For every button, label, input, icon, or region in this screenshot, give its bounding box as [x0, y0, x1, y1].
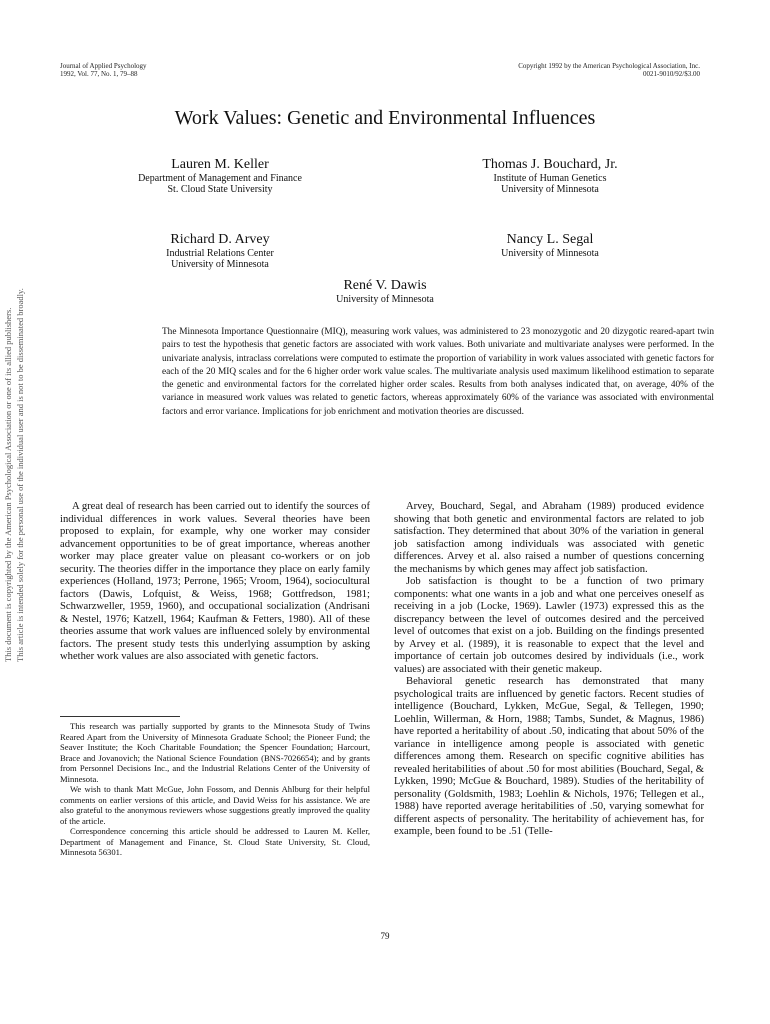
author-affiliation: St. Cloud State University	[167, 184, 273, 195]
author-name: Thomas J. Bouchard, Jr.	[482, 157, 618, 172]
author-block	[100, 156, 340, 195]
author-affiliation: University of Minnesota	[501, 184, 599, 195]
author-name: Richard D. Arvey	[170, 232, 270, 247]
author-name: Nancy L. Segal	[506, 232, 594, 247]
body-paragraph: Job satisfaction is thought to be a function of two primary components: what one wants in a job and what one perceives oneself as receiving in a job (Locke, 1969). Lawler (1973) expressed this as the discrepancy between the level of outcomes desired and the perceived level of outcomes that exist on a job. Building on the findings presented by Arvey et al. (1989), it is reasonable to expect that the level and importance of certain job outcomes desired by individuals (i.e., work values) are associated with their genetic makeup.	[394, 576, 704, 675]
journal-name: Journal of Applied Psychology	[60, 62, 147, 70]
right-column	[394, 501, 704, 839]
author-affiliation: Department of Management and Finance	[138, 173, 302, 184]
left-column	[60, 501, 370, 664]
author-affiliation: University of Minnesota	[171, 259, 269, 270]
copyright-notice-side: This document is copyrighted by the American Psychological Association or one of its allied publishers.	[3, 307, 13, 662]
usage-notice-side: This article is intended solely for the personal use of the individual user and is not to be disseminated broadly.	[15, 288, 25, 662]
author-block	[430, 156, 670, 195]
body-paragraph: Behavioral genetic research has demonstrated that many psychological traits are influenced by genetic factors. Recent studies of intelligence (Bouchard, Lykken, McGue, Segal, & Tellegen, 1990; Loehlin, Willerman, & Horn, 1988; Tambs, Sundet, & Magnus, 1986) have reported a heritability of about .50, indicating that about 50% of the variance in intelligence among people is associated with genetic differences among them. Research on specific cognitive abilities has revealed heritabilities of about .50 for most abilities (Bouchard, Segal, & Lykken, 1990; McGue & Bouchard, 1989). Studies of the heritability of personality (Goldsmith, 1983; Loehlin & Nichols, 1976; Tellegen et al., 1988) have reported average heritabilities of .50, varying somewhat for different aspects of personality. The heritability of achievement has, for example, been found to be .51 (Telle-	[394, 676, 704, 837]
footnote: This research was partially supported by grants to the Minnesota Study of Twins Reared Apart from the University of Minnesota Graduate School; the Pioneer Fund; the Seaver Institute; the Koch Charitable Foundation; the Spencer Foundation; Harcourt, Brace and Jovanovich; the National Science Foundation (BNS-7026654); and by grants from Personnel Decisions Inc., and the Industrial Relations Center of the University of Minnesota.	[60, 721, 370, 784]
author-affiliation: Industrial Relations Center	[166, 248, 274, 259]
journal-header	[60, 62, 147, 78]
copyright-line: Copyright 1992 by the American Psychological Association, Inc.	[518, 62, 700, 70]
abstract: The Minnesota Importance Questionnaire (MIQ), measuring work values, was administered to 23 monozygotic and 20 dizygotic reared-apart twin pairs to test the hypothesis that genetic factors are associated with work values. Both univariate and multivariate analyses were performed. In the univariate analysis, intraclass correlations were computed to estimate the proportion of variability in work values associated with genetic factors for each of the 20 MIQ scales and for the 6 higher order work value scales. The multivariate analysis used maximum likelihood estimation to separate the genetic and environmental factors for the correlated higher order scales. Results from both analyses indicated that, on average, 40% of the variance in measured work values was related to genetic factors, whereas approximately 60% of the variance was associated with environmental factors and error variance. Implications for job enrichment and motivation theories are discussed.	[162, 327, 714, 417]
journal-volume: 1992, Vol. 77, No. 1, 79–88	[60, 70, 138, 78]
author-block	[265, 277, 505, 305]
footnotes	[60, 721, 370, 858]
footnote: Correspondence concerning this article should be addressed to Lauren M. Keller, Department of Management and Finance, St. Cloud State University, St. Cloud, Minnesota 56301.	[60, 826, 370, 857]
footnote-rule	[60, 716, 180, 717]
article-title: Work Values: Genetic and Environmental Influences	[174, 107, 596, 129]
body-paragraph: Arvey, Bouchard, Segal, and Abraham (1989) produced evidence showing that both genetic and environmental factors are related to job satisfaction. They determined that about 30% of the variation in general job satisfaction among individuals was associated with genetic differences. Arvey et al. also raised a number of questions concerning the mechanisms by which genes may affect job satisfaction.	[394, 501, 704, 575]
author-name: Lauren M. Keller	[171, 157, 269, 172]
author-name: René V. Dawis	[343, 278, 427, 293]
author-affiliation: Institute of Human Genetics	[493, 173, 607, 184]
doi-line: 0021-9010/92/$3.00	[643, 70, 700, 78]
copyright-header	[518, 62, 700, 78]
footnote: We wish to thank Matt McGue, John Fossom, and Dennis Ahlburg for their helpful comments on earlier versions of this article, and David Weiss for his assistance. We are also grateful to the anonymous reviewers whose suggestions greatly improved the quality of the article.	[60, 784, 370, 826]
author-block	[430, 231, 670, 259]
author-affiliation: University of Minnesota	[336, 294, 434, 305]
author-block	[100, 231, 340, 270]
page-number: 79	[380, 931, 390, 941]
body-paragraph: A great deal of research has been carried out to identify the sources of individual differences in work values. Several theories have been proposed to explain, for example, why one worker may consider advancement opportunities to be of great importance, whereas another worker may place greater value on pleasant co-workers or on job security. The theories differ in the importance they place on early family experiences (Holland, 1973; Perrone, 1965; Vroom, 1964), sociocultural factors (Dawis, Lofquist, & Weiss, 1968; Gottfredson, 1981; Schwarzweller, 1959, 1960), and occupational socialization (Andrisani & Nestel, 1976; Katzell, 1964; Kaufman & Fetters, 1980). All of these theories assume that work values are influenced solely by environmental factors. The present study tests this underlying assumption by asking whether work values are also associated with genetic factors.	[60, 501, 370, 662]
author-affiliation: University of Minnesota	[501, 248, 599, 259]
